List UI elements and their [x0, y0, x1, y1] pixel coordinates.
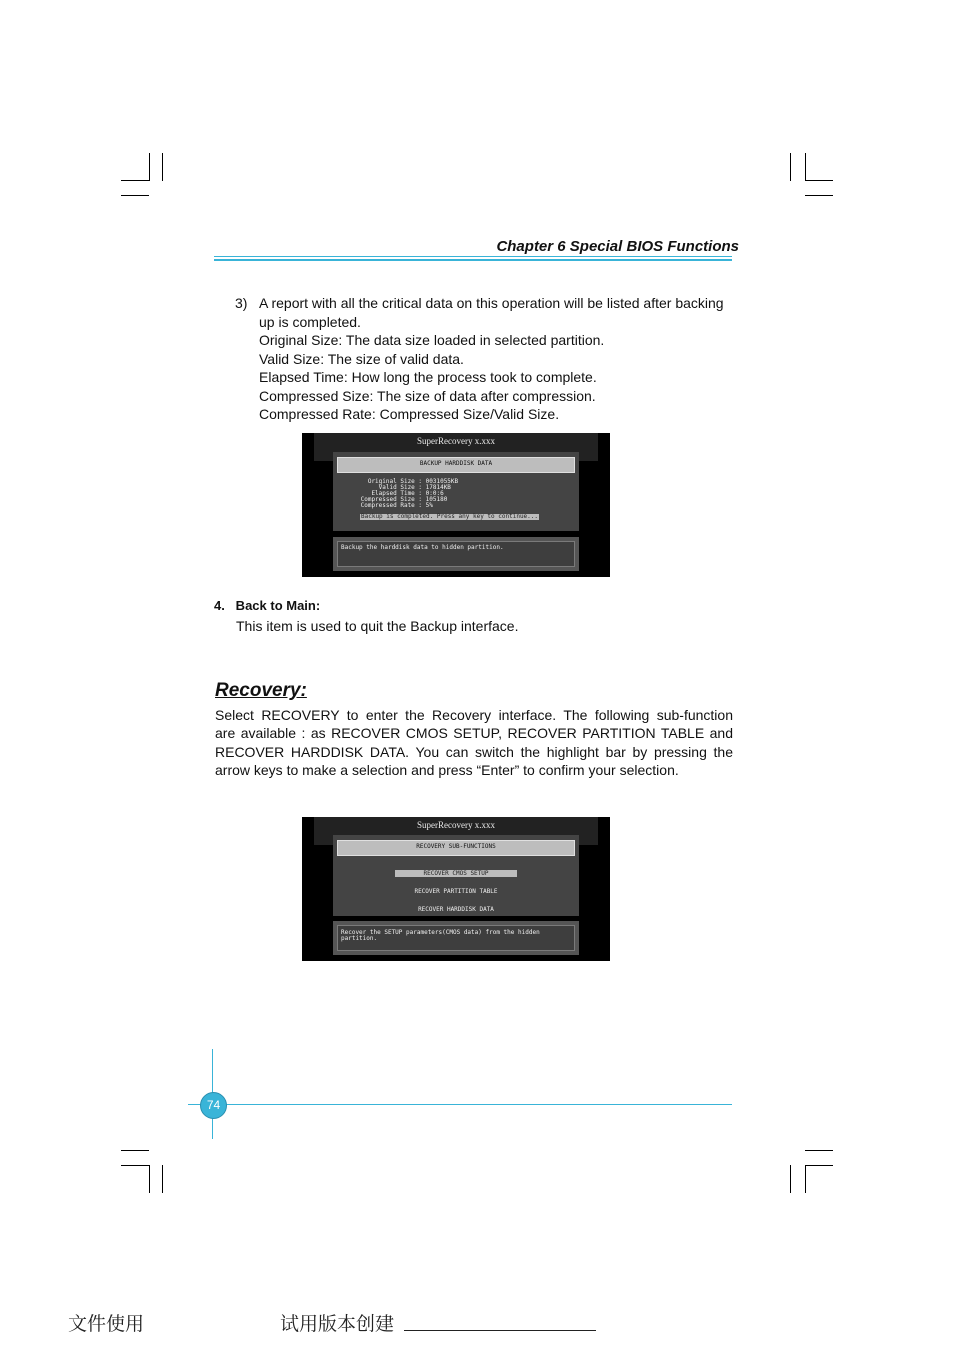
screen-2-title-bar: [337, 840, 575, 856]
screen-2-bar-label: RECOVERY SUB-FUNCTIONS: [416, 843, 496, 850]
menu-item-recover-cmos-setup[interactable]: RECOVER CMOS SETUP: [395, 870, 516, 877]
chapter-title: Chapter 6 Special BIOS Functions: [496, 238, 739, 255]
item-3-number: 3): [235, 295, 248, 311]
screen-2-message-line-2: partition.: [341, 935, 378, 942]
recovery-heading: Recovery:: [215, 680, 307, 701]
menu-item-recover-partition-table[interactable]: RECOVER PARTITION TABLE: [414, 888, 498, 895]
item-3-line-7: Compressed Rate: Compressed Size/Valid Size.: [259, 406, 560, 422]
recovery-line-4: arrow keys to make a selection and press “Enter” to confirm your selection.: [215, 762, 679, 778]
recovery-line-1: Select RECOVERY to enter the Recovery interface. The following sub-function: [215, 707, 733, 723]
menu-item-recover-harddisk-data[interactable]: RECOVER HARDDISK DATA: [418, 906, 494, 913]
item-3-line-3: Original Size: The data size loaded in selected partition.: [259, 332, 605, 348]
screen-2-message-line-1: Recover the SETUP parameters(CMOS data) from the hidden: [341, 929, 540, 936]
report-line-3: Elapsed Time : 0:0:6: [357, 490, 444, 497]
report-line-5: Compressed Rate : 5%: [357, 502, 433, 509]
item-4-heading: 4. Back to Main:: [214, 598, 321, 613]
watermark-underline: [404, 1330, 596, 1331]
item-3-line-1: A report with all the critical data on this operation will be listed after backing: [259, 295, 724, 311]
item-3-line-5: Elapsed Time: How long the process took to complete.: [259, 369, 597, 385]
watermark-left: 文件使用: [68, 1313, 145, 1335]
watermark-right: 试用版本创建: [280, 1313, 395, 1335]
screen-1-title: SuperRecovery x.xxx: [417, 436, 495, 446]
item-3-line-6: Compressed Size: The size of data after compression.: [259, 387, 596, 404]
header-rule-thick: [214, 259, 732, 261]
screen-1-panel: [333, 452, 579, 531]
backup-status-line: Backup is completed. Press any key to continue...: [361, 513, 539, 520]
screen-2-message-box: [333, 921, 579, 955]
item-3-line-4: Valid Size: The size of valid data.: [259, 350, 464, 367]
page-number: 74: [200, 1092, 227, 1119]
screen-1-message: Backup the harddisk data to hidden partition.: [341, 544, 504, 551]
recovery-menu-screenshot: [302, 817, 610, 961]
backup-report-screenshot: [302, 433, 610, 577]
recovery-line-2: are available : as RECOVER CMOS SETUP, RECOVER PARTITION TABLE and: [215, 725, 733, 741]
screen-2-panel: [333, 835, 579, 916]
screen-1-title-bar: [337, 457, 575, 473]
item-4-text: This item is used to quit the Backup interface.: [236, 618, 519, 634]
report-line-1: Original Size : 0031055KB: [357, 478, 459, 485]
screen-1-bar-label: BACKUP HARDDISK DATA: [419, 460, 493, 467]
report-line-2: Valid Size : 17814KB: [357, 484, 451, 491]
item-3-line-2: up is completed.: [259, 313, 361, 330]
screen-2-title: SuperRecovery x.xxx: [417, 820, 495, 830]
screen-1-message-box: [333, 537, 579, 571]
footer-rule: [188, 1104, 732, 1105]
report-line-4: Compressed Size : 105180: [357, 496, 448, 503]
recovery-line-3: RECOVER HARDDISK DATA. You can switch the highlight bar by pressing the: [215, 743, 733, 760]
header-rule: [214, 256, 732, 257]
